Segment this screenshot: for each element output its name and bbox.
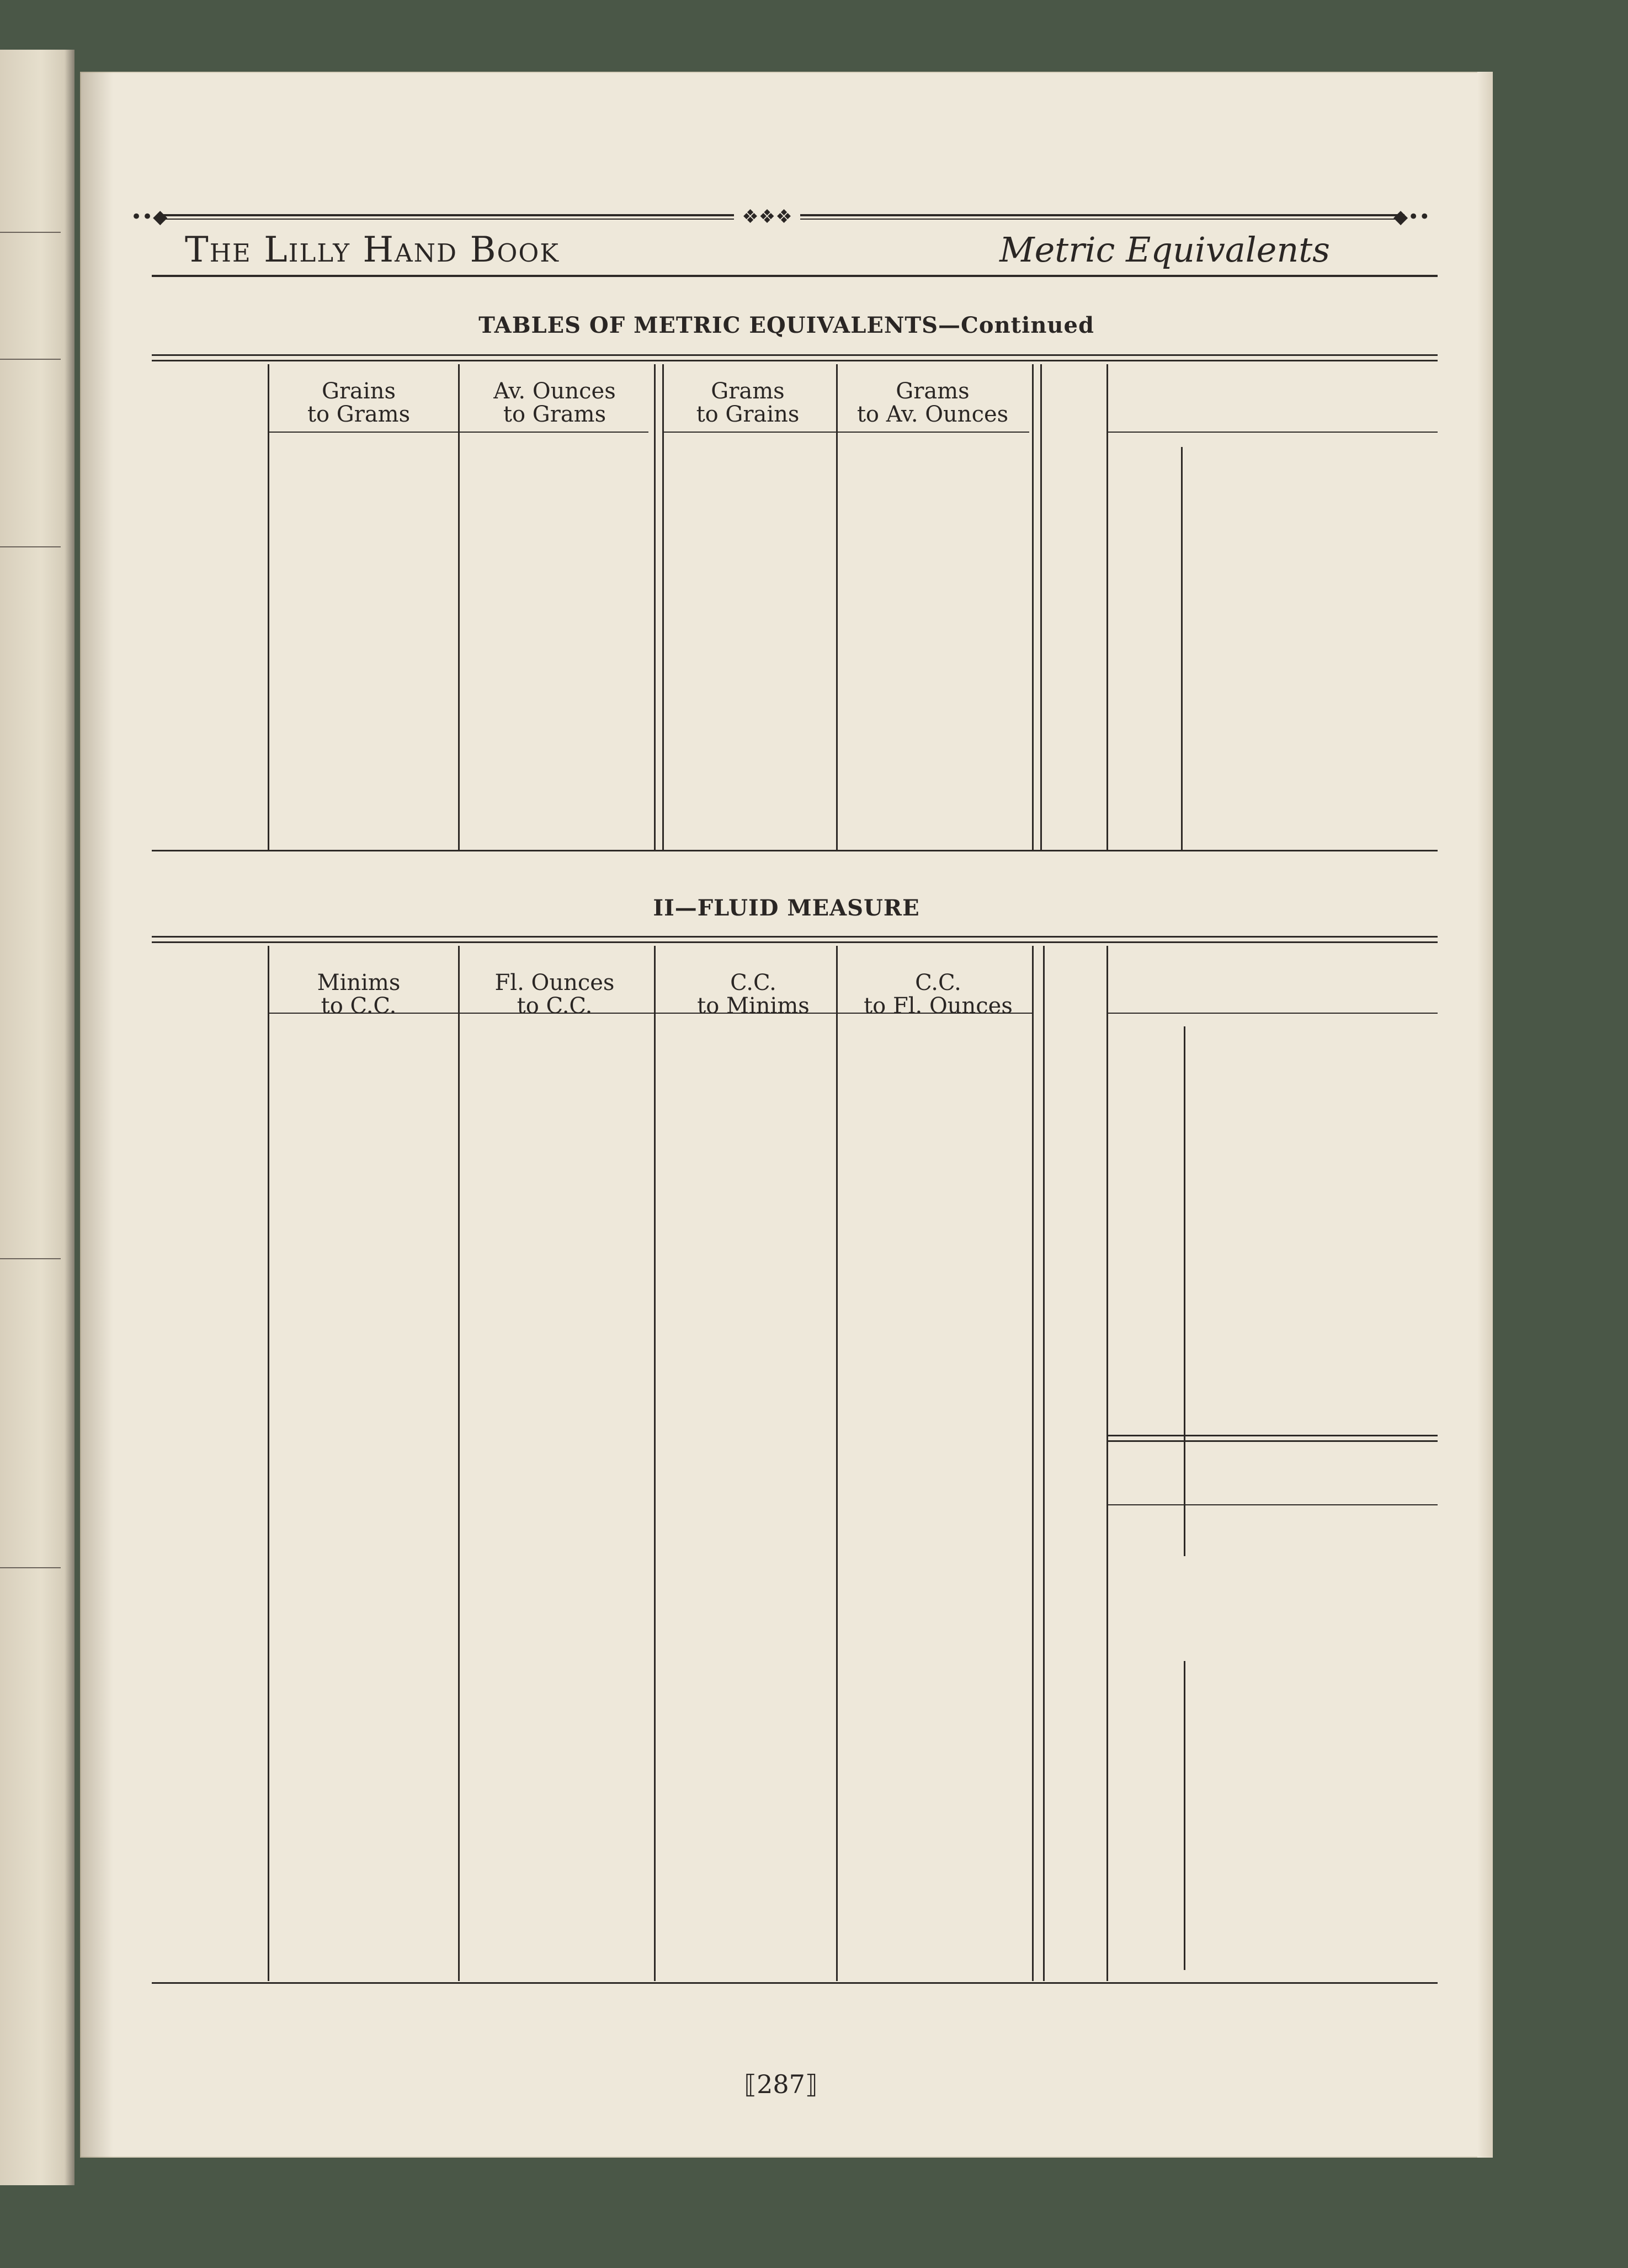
header-grams-to-grains-line2: to Grains <box>696 402 800 427</box>
column-rule <box>1181 447 1183 850</box>
header-av-ounces-to-grams-line2: to Grams <box>503 402 606 427</box>
table2-bottom-rule <box>152 1982 1438 1984</box>
left-rule <box>0 1258 61 1259</box>
column-rule <box>458 946 460 1981</box>
header-grams-to-grains <box>665 380 831 426</box>
left-rule <box>0 1567 61 1568</box>
column-rule <box>654 946 656 1981</box>
left-page-edge <box>0 50 75 2185</box>
column-rule <box>1184 1661 1185 1970</box>
left-rule <box>0 359 61 360</box>
header-grams-to-av-ounces-line1: Grams <box>896 379 970 404</box>
header-cc-to-minims-line2: to Minims <box>697 993 810 1019</box>
table2-title: II—FLUID MEASURE <box>653 895 920 921</box>
column-rule <box>458 364 460 850</box>
header-grams-to-av-ounces-line2: to Av. Ounces <box>856 402 1009 427</box>
column-rule <box>654 364 656 850</box>
ornament-left: ••◆ <box>131 206 168 228</box>
column-rule <box>836 946 838 1981</box>
header-cc-to-fl-ounces <box>844 971 1032 1018</box>
running-title: The Lilly Hand Book <box>185 230 560 270</box>
table1-bottom-rule <box>152 850 1438 851</box>
book-page <box>80 72 1493 2158</box>
bracket-left: ⟦ <box>744 2069 757 2099</box>
table1-top-rule-2 <box>152 360 1438 361</box>
pints-header-rule <box>1106 1504 1438 1505</box>
ornament-center: ❖❖❖ <box>734 207 800 226</box>
section-title: Metric Equivalents <box>999 230 1330 270</box>
column-rule <box>1032 946 1034 1981</box>
bracket-right: ⟧ <box>805 2069 818 2099</box>
header-underline <box>152 275 1438 277</box>
header-fl-ounces-to-cc <box>461 971 648 1018</box>
column-rule <box>1184 1026 1185 1556</box>
header-grams-to-av-ounces <box>839 380 1026 426</box>
header-cc-to-minims-line1: C.C. <box>730 970 776 995</box>
header-av-ounces-to-grams <box>461 380 648 426</box>
column-rule <box>1106 364 1108 850</box>
table2-top-rule <box>152 936 1438 938</box>
table2-top-rule-2 <box>152 941 1438 943</box>
page-shade <box>80 72 113 2158</box>
table1-header-rule-3 <box>1106 432 1438 433</box>
left-rule <box>0 232 61 233</box>
column-rule <box>1043 946 1045 1981</box>
column-rule <box>1106 946 1108 1981</box>
page-number-value: 287 <box>757 2069 805 2099</box>
header-grains-to-grams <box>265 380 453 426</box>
column-rule <box>1040 364 1042 850</box>
header-minims-to-cc-line1: Minims <box>317 970 401 995</box>
left-rule <box>0 546 61 547</box>
header-cc-to-minims <box>671 971 836 1018</box>
column-rule <box>1032 364 1034 850</box>
header-av-ounces-to-grams-line1: Av. Ounces <box>493 379 616 404</box>
header-grams-to-grains-line1: Grams <box>711 379 785 404</box>
table1-title: TABLES OF METRIC EQUIVALENTS—Continued <box>478 312 1094 338</box>
table1-top-rule <box>152 354 1438 356</box>
gutter-shadow <box>65 50 75 2185</box>
column-rule <box>662 364 664 850</box>
column-rule <box>268 946 269 1981</box>
column-rule <box>268 364 269 850</box>
page-number <box>715 2069 847 2099</box>
header-fl-ounces-to-cc-line2: to C.C. <box>517 993 593 1019</box>
ornament-right: ◆•• <box>1393 206 1430 228</box>
header-grains-to-grams-line2: to Grams <box>307 402 411 427</box>
column-rule <box>836 364 838 850</box>
table1-header-rule <box>268 432 648 433</box>
table2-header-rule-2 <box>1106 1013 1438 1014</box>
page-edge <box>1477 72 1493 2158</box>
header-minims-to-cc-line2: to C.C. <box>321 993 397 1019</box>
pints-box-rule <box>1106 1435 1438 1436</box>
header-cc-to-fl-ounces-line2: to Fl. Ounces <box>864 993 1013 1019</box>
header-fl-ounces-to-cc-line1: Fl. Ounces <box>494 970 615 995</box>
table1-header-rule-2 <box>662 432 1029 433</box>
pints-box-rule-2 <box>1106 1440 1438 1442</box>
header-minims-to-cc <box>265 971 453 1018</box>
header-grains-to-grams-line1: Grains <box>321 379 396 404</box>
header-cc-to-fl-ounces-line1: C.C. <box>915 970 961 995</box>
